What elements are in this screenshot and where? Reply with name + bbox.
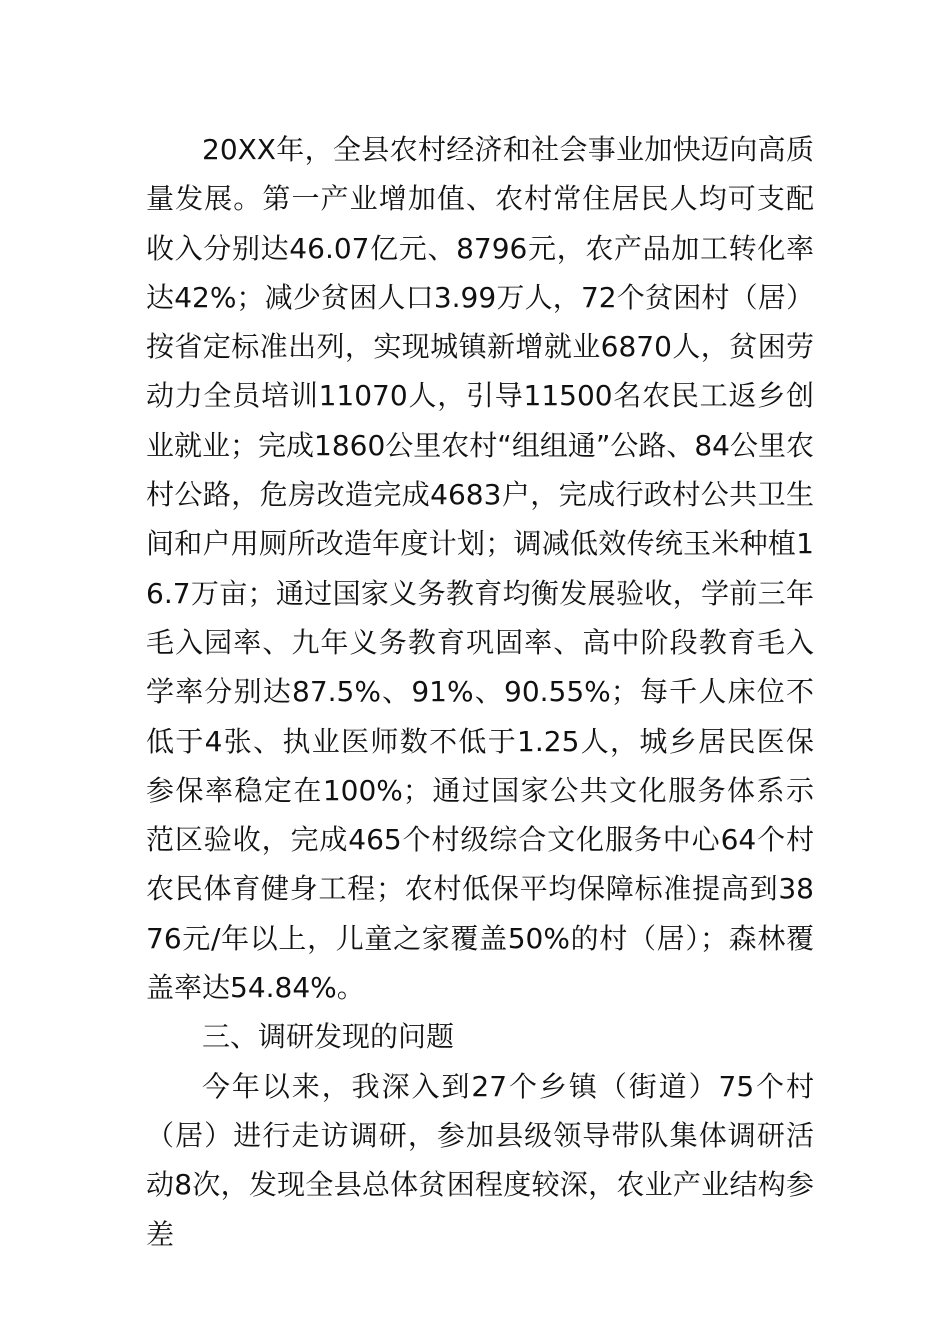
document-page: [146, 125, 814, 1259]
body-paragraph-achievements: 20XX年，全县农村经济和社会事业加快迈向高质量发展。第一产业增加值、农村常住居民人均可支配收入分别达46.07亿元、8796元，农产品加工转化率达42%；减少贫困人口3.99万人，72个贫困村（居）按省定标准出列，实现城镇新增就业6870人，贫困劳动力全员培训11070人，引导11500名农民工返乡创业就业；完成1860公里农村“组组通”公路、84公里农村公路，危房改造完成4683户，完成行政村公共卫生间和户用厕所改造年度计划；调减低效传统玉米种植16.7万亩；通过国家义务教育均衡发展验收，学前三年毛入园率、九年义务教育巩固率、高中阶段教育毛入学率分别达87.5%、91%、90.55%；每千人床位不低于4张、执业医师数不低于1.25人，城乡居民医保参保率稳定在100%；通过国家公共文化服务体系示范区验收，完成465个村级综合文化服务中心64个村农民体育健身工程；农村低保平均保障标准提高到3876元/年以上，儿童之家覆盖50%的村（居）；森林覆盖率达54.84%。: [146, 133, 814, 1005]
section-heading-problems: 三、调研发现的问题: [202, 1020, 455, 1054]
body-paragraph-research: 今年以来，我深入到27个乡镇（街道）75个村（居）进行走访调研，参加县级领导带队集体调研活动8次，发现全县总体贫困程度较深，农业产业结构参差: [146, 1069, 814, 1251]
